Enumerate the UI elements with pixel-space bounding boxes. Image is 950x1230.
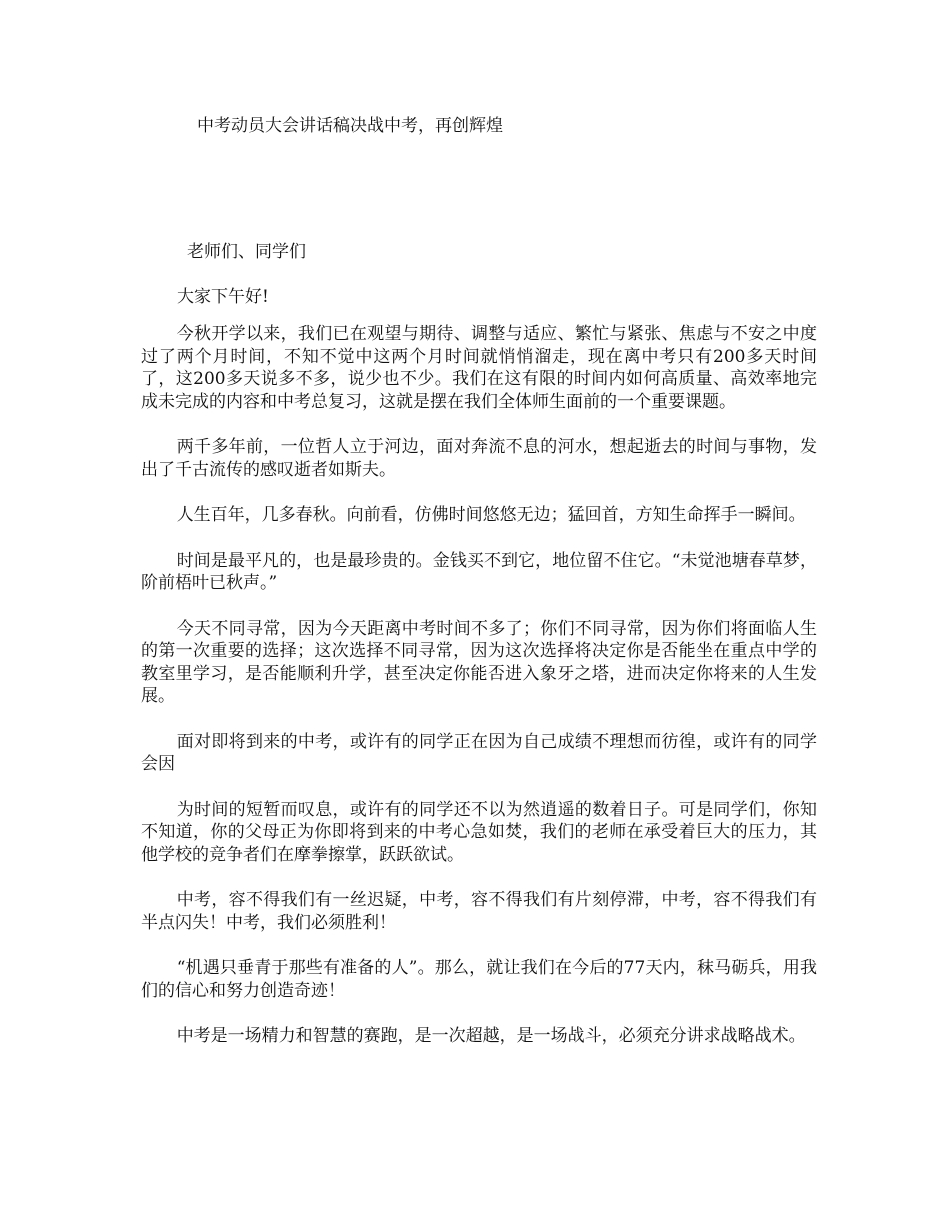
- paragraph: 时间是最平凡的，也是最珍贵的。金钱买不到它，地位留不住它。“未觉池塘春草梦，阶前梧叶已秋声。”: [141, 550, 817, 593]
- paragraph: 两千多年前，一位哲人立于河边，面对奔流不息的河水，想起逝去的时间与事物，发出了千古流传的感叹逝者如斯夫。: [141, 437, 817, 480]
- paragraph: 中考，容不得我们有一丝迟疑，中考，容不得我们有片刻停滞，中考，容不得我们有半点闪失！中考，我们必须胜利！: [141, 890, 817, 933]
- paragraph: 为时间的短暂而叹息，或许有的同学还不以为然逍遥的数着日子。可是同学们，你知不知道，你的父母正为你即将到来的中考心急如焚，我们的老师在承受着巨大的压力，其他学校的竞争者们在摩拳擦掌，跃跃欲试。: [141, 799, 817, 865]
- paragraph: 人生百年，几多春秋。向前看，仿佛时间悠悠无边；猛回首，方知生命挥手一瞬间。: [176, 505, 806, 525]
- paragraph: “机遇只垂青于那些有准备的人”。那么，就让我们在今后的77天内，秣马砺兵，用我们的信心和努力创造奇迹！: [141, 958, 817, 1001]
- greeting: 大家下午好!: [177, 287, 269, 307]
- document-body: [141, 323, 817, 1071]
- document-title: 中考动员大会讲话稿决战中考，再创辉煌: [197, 116, 503, 136]
- paragraph: 面对即将到来的中考，或许有的同学正在因为自己成绩不理想而彷徨，或许有的同学会因: [141, 731, 817, 774]
- salutation: 老师们、同学们: [187, 242, 306, 262]
- paragraph: 今秋开学以来，我们已在观望与期待、调整与适应、繁忙与紧张、焦虑与不安之中度过了两个月时间，不知不觉中这两个月时间就悄悄溜走，现在离中考只有200多天时间了，这200多天说多不多，说少也不少。我们在这有限的时间内如何高质量、高效率地完成未完成的内容和中考总复习，这就是摆在我们全体师生面前的一个重要课题。: [141, 324, 817, 412]
- paragraph: 今天不同寻常，因为今天距离中考时间不多了；你们不同寻常，因为你们将面临人生的第一次重要的选择；这次选择不同寻常，因为这次选择将决定你是否能坐在重点中学的教室里学习，是否能顺利升学，甚至决定你能否进入象牙之塔，进而决定你将来的人生发展。: [141, 618, 817, 706]
- paragraph: 中考是一场精力和智慧的赛跑，是一次超越，是一场战斗，必须充分讲求战略战术。: [176, 1026, 806, 1046]
